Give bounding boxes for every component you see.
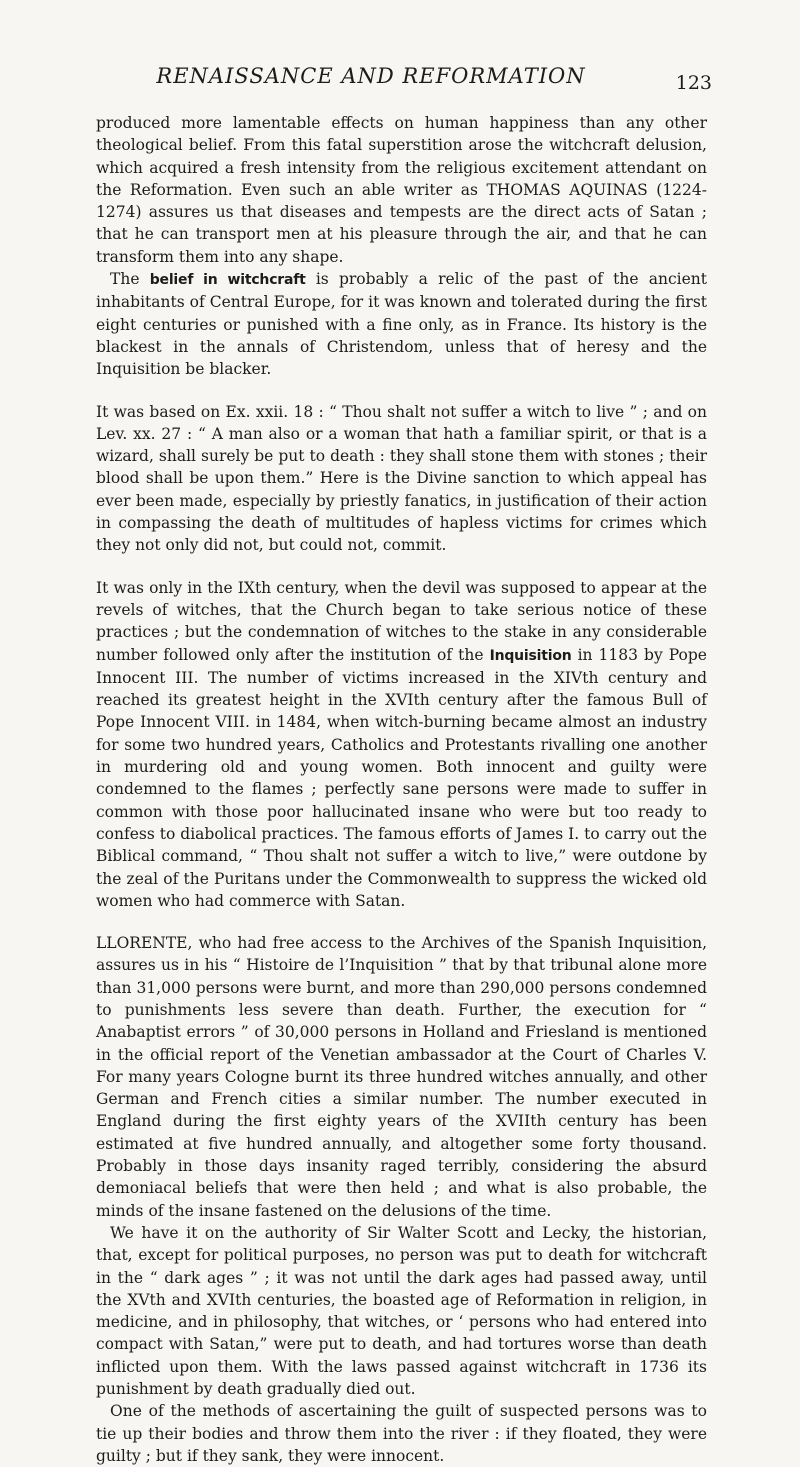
paragraph-4-rest: in 1183 by Pope Innocent III. The number of victims increased in the XIVth century and reached its greatest height in the XVIth century after the famous Bull of Pope Innocent VIII. in 1484, when witch-burning became almost an industry for some two hundred years, Catholics and Protestants rivalling one another in murdering old and young women. Both innocent and guilty were condemned to the flames ; perfectly sane persons were made to suffer in common with those poor hallucinated insane who were but too ready to confess to diabolical practices. The famous efforts of James I. to carry out the Biblical command, “ Thou shalt not suffer a witch to live,” were outdone by the zeal of the Puritans under the Commonwealth to suppress the wicked old women who had commerce with Satan. [96, 645, 707, 910]
paragraph-2 [96, 268, 707, 380]
paragraph-1: produced more lamentable effects on human happiness than any other theological belief. From this fatal superstition arose the witchcraft delusion, which acquired a fresh intensity from the religious excitement attendant on the Reformation. Even such an able writer as THOMAS AQUINAS (1224-1274) assures us that diseases and tempests are the direct acts of Satan ; that he can transport men at his pleasure through the air, and that he can transform them into any shape. [96, 114, 707, 266]
term-inquisition: Inquisition [489, 647, 572, 664]
paragraph-6: We have it on the authority of Sir Walter Scott and Lecky, the historian, that, except for political purposes, no person was put to death for witchcraft in the “ dark ages ” ; it was not until the dark ages had passed away, until the XVth and XVIth centuries, the boasted age of Reformation in religion, in medicine, and in philosophy, that witches, or ‘ persons who had entered into compact with Satan,” were put to death, and had tortures worse than death inflicted upon them. With the laws passed against witchcraft in 1736 its punishment by death gradually died out. [96, 1223, 707, 1399]
term-belief-in-witchcraft: belief in witchcraft [149, 272, 306, 289]
paragraph-4-lead: It was only in the IXth century, when the devil was supposed to appear at the revels of witches, that the Church began to take serious notice of these practices ; but the condemnation of witches to the stake in any considerable number followed only after the institution of the [96, 578, 707, 664]
paragraph-5: LLORENTE, who had free access to the Archives of the Spanish Inquisition, assures us in his “ Histoire de l’Inquisition ” that by that tribunal alone more than 31,000 persons were burnt, and more than 290,000 persons condemned to punishments less severe than death. Further, the execution for “ Anabaptist errors ” of 30,000 persons in Holland and Friesland is mentioned in the official report of the Venetian ambassador at the Court of Charles V. For many years Cologne burnt its three hundred witches annually, and other German and French cities a similar number. The number executed in England during the first eighty years of the XVIIth century has been estimated at five hundred annually, and altogether some forty thousand. Probably in those days insanity raged terribly, considering the absurd demoniacal beliefs that were then held ; and what is also probable, the minds of the insane fastened on the delusions of the time. [96, 934, 707, 1220]
running-title: RENAISSANCE AND REFORMATION [156, 64, 586, 88]
paragraph-7: One of the methods of ascertaining the guilt of suspected persons was to tie up their bodies and throw them into the river : if they floated, they were guilty ; but if they sank, they were innocent. [96, 1402, 707, 1465]
paragraph-4 [96, 577, 707, 912]
paragraph-2-lead: The [110, 270, 150, 289]
page-number: 123 [675, 72, 712, 94]
paragraph-2-rest: is probably a relic of the past of the ancient inhabitants of Central Europe, for it was known and tolerated during the first eight centuries or punished with a fine only, as in France. Its history is the blackest in the annals of Christendom, unless that of heresy and the Inquisition be blacker. [96, 270, 708, 379]
body-text [96, 112, 707, 1467]
paragraph-3: It was based on Ex. xxii. 18 : “ Thou shalt not suffer a witch to live ” ; and on Lev. xx. 27 : “ A man also or a woman that hath a familiar spirit, or that is a wizard, shall surely be put to death : they shall stone them with stones ; their blood shall be upon them.” Here is the Divine sanction to which appeal has ever been made, especially by priestly fanatics, in justification of their action in compassing the death of multitudes of hapless victims for crimes which they not only did not, but could not, commit. [96, 402, 707, 555]
running-header [0, 64, 800, 94]
